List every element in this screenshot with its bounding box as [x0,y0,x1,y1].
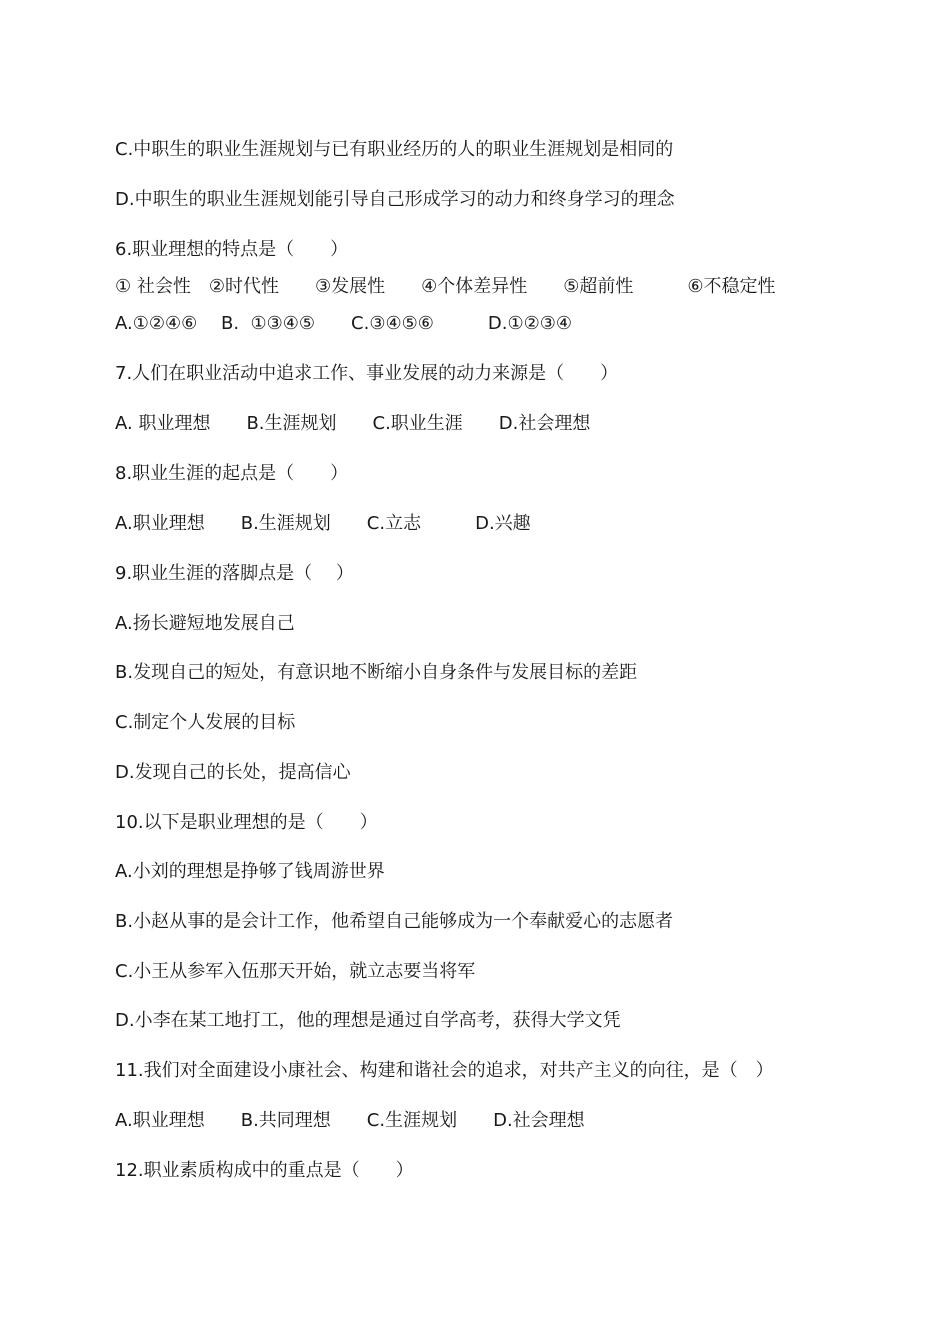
option-9b: B.发现自己的短处，有意识地不断缩小自身条件与发展目标的差距 [115,662,638,683]
question-6-features: ① 社会性 ②时代性 ③发展性 ④个体差异性 ⑤超前性 ⑥不稳定性 [115,276,776,297]
option-10a: A.小刘的理想是挣够了钱周游世界 [115,861,385,882]
question-9: 9.职业生涯的落脚点是（ ） [115,563,354,584]
question-12: 12.职业素质构成中的重点是（ ） [115,1160,414,1181]
option-10b: B.小赵从事的是会计工作，他希望自己能够成为一个奉献爱心的志愿者 [115,911,674,932]
question-7: 7.人们在职业活动中追求工作、事业发展的动力来源是（ ） [115,363,619,384]
question-11: 11.我们对全面建设小康社会、构建和谐社会的追求，对共产主义的向往，是（ ） [115,1060,774,1081]
option-10c: C.小王从参军入伍那天开始，就立志要当将军 [115,961,476,982]
question-8-options: A.职业理想 B.生涯规划 C.立志 D.兴趣 [115,513,531,534]
question-10: 10.以下是职业理想的是（ ） [115,812,378,833]
option-10d: D.小李在某工地打工，他的理想是通过自学高考，获得大学文凭 [115,1010,621,1031]
question-7-options: A. 职业理想 B.生涯规划 C.职业生涯 D.社会理想 [115,413,591,434]
option-9d: D.发现自己的长处，提高信心 [115,762,351,783]
option-9c: C.制定个人发展的目标 [115,712,296,733]
option-5d: D.中职生的职业生涯规划能引导自己形成学习的动力和终身学习的理念 [115,189,675,210]
option-9a: A.扬长避短地发展自己 [115,613,295,634]
question-6: 6.职业理想的特点是（ ） [115,239,349,260]
question-6-options: A.①②④⑥ B. ①③④⑤ C.③④⑤⑥ D.①②③④ [115,313,573,334]
question-11-options: A.职业理想 B.共同理想 C.生涯规划 D.社会理想 [115,1110,585,1131]
option-5c: C.中职生的职业生涯规划与已有职业经历的人的职业生涯规划是相同的 [115,139,674,160]
question-8: 8.职业生涯的起点是（ ） [115,463,349,484]
